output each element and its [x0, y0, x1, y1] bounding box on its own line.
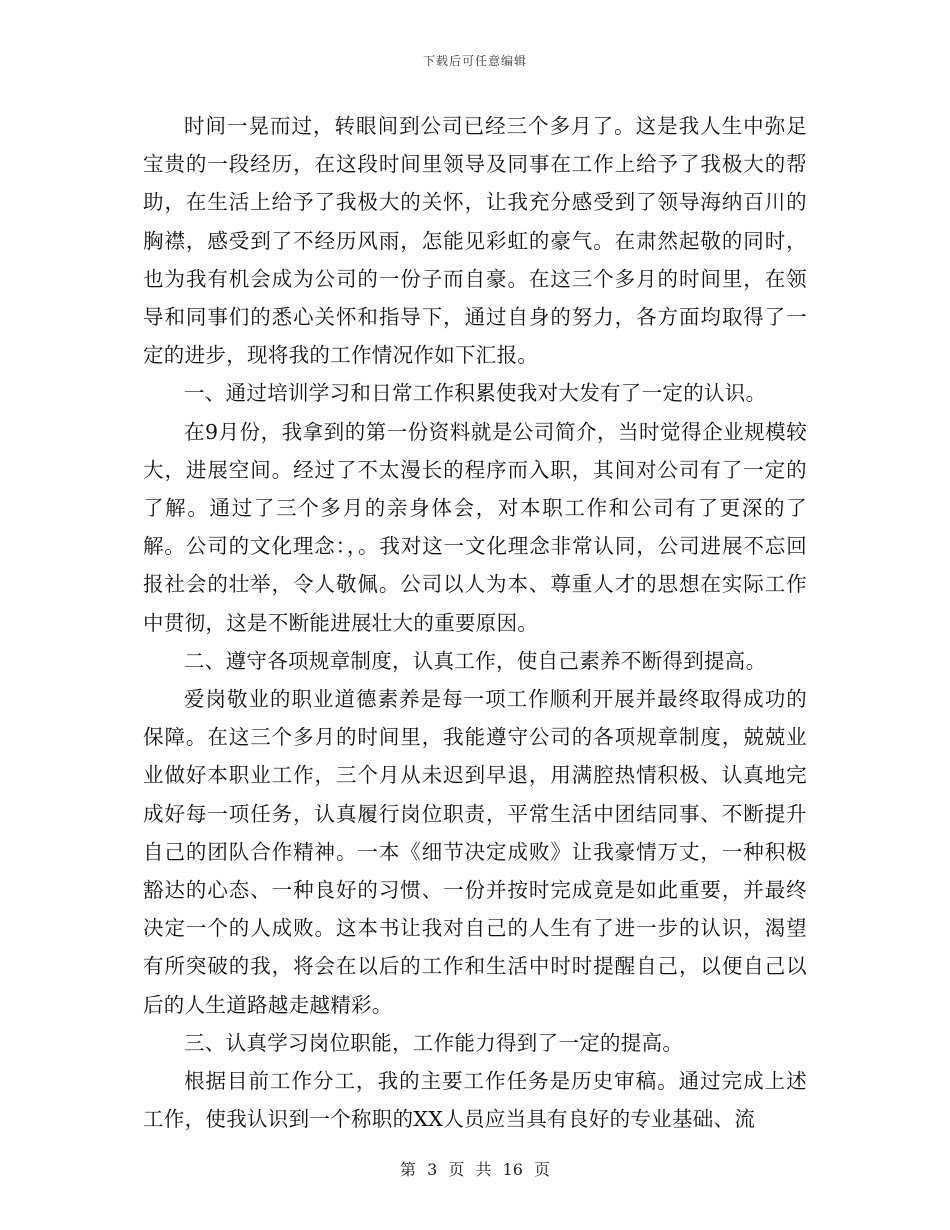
section-heading-1: 一、通过培训学习和日常工作积累使我对大发有了一定的认识。 [184, 381, 767, 406]
paragraph-section-2: 爱岗敬业的职业道德素养是每一项工作顺利开展并最终取得成功的保障。在这三个多月的时间里，我能遵守公司的各项规章制度，兢兢业业做好本职业工作，三个月从未迟到早退，用满腔热情积极、认真地完成好每一项任务，认真履行岗位职责，平常生活中团结同事、不断提升自己的团队合作精神。一本《细节决定成败》让我豪情万丈，一种积极豁达的心态、一种良好的习惯、一份并按时完成竟是如此重要，并最终决定一个的人成败。这本书让我对自己的人生有了进一步的认识，渴望有所突破的我，将会在以后的工作和生活中时时提醒自己，以便自己以后的人生道路越走越精彩。 [143, 687, 807, 1017]
page-header: 下载后可任意编辑 [422, 54, 527, 68]
section-heading-2: 二、遵守各项规章制度，认真工作，使自己素养不断得到提高。 [184, 648, 767, 673]
paragraph-section-1: 在9月份，我拿到的第一份资料就是公司简介，当时觉得企业规模较大，进展空间。经过了不太漫长的程序而入职，其间对公司有了一定的了解。通过了三个多月的亲身体会，对本职工作和公司有了更深的了解。公司的文化理念：，。我对这一文化理念非常认同，公司进展不忘回报社会的壮举，令人敬佩。公司以人为本、尊重人才的思想在实际工作中贯彻，这是不断能进展壮大的重要原因。 [143, 419, 807, 635]
section-heading-3: 三、认真学习岗位职能，工作能力得到了一定的提高。 [184, 1030, 684, 1055]
paragraph-section-3: 根据目前工作分工，我的主要工作任务是历史审稿。通过完成上述工作，使我认识到一个称职的XX人员应当具有良好的专业基础、流 [143, 1069, 807, 1132]
page-footer: 第 3 页 共 16 页 [400, 1160, 550, 1179]
document-body [143, 107, 807, 1138]
paragraph-intro: 时间一晃而过，转眼间到公司已经三个多月了。这是我人生中弥足宝贵的一段经历，在这段时间里领导及同事在工作上给予了我极大的帮助，在生活上给予了我极大的关怀，让我充分感受到了领导海纳百川的胸襟，感受到了不经历风雨，怎能见彩虹的豪气。在肃然起敬的同时，也为我有机会成为公司的一份子而自豪。在这三个多月的时间里，在领导和同事们的悉心关怀和指导下，通过自身的努力，各方面均取得了一定的进步，现将我的工作情况作如下汇报。 [143, 114, 807, 368]
